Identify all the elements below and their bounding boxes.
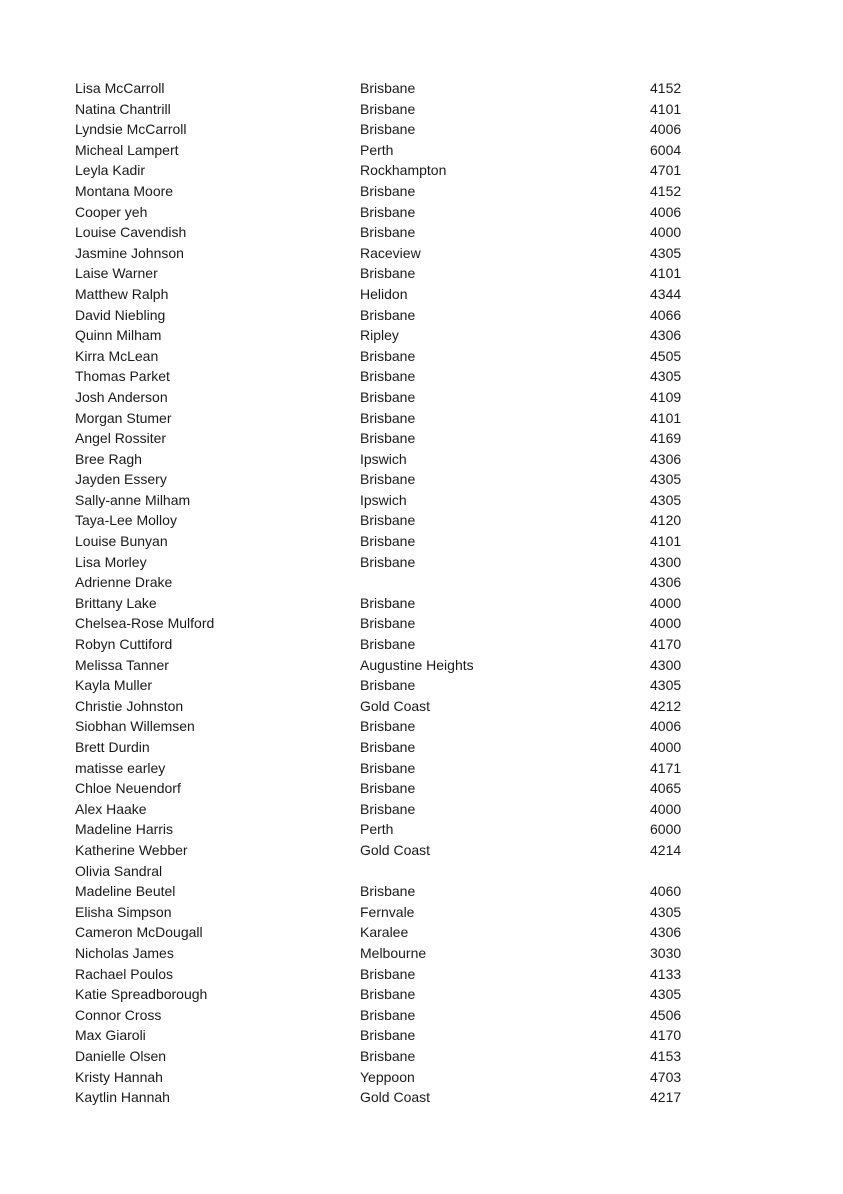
table-row [75, 366, 715, 387]
postcode-cell: 3030 [650, 944, 682, 961]
table-row [75, 943, 715, 964]
city-cell: Brisbane [360, 203, 416, 220]
name-cell: Danielle Olsen [75, 1047, 167, 1064]
city-cell: Brisbane [360, 883, 416, 900]
postcode-cell: 4101 [650, 409, 682, 426]
postcode-cell: 4000 [650, 594, 682, 611]
city-cell: Brisbane [360, 718, 416, 735]
postcode-cell: 4305 [650, 677, 682, 694]
city-cell: Brisbane [360, 182, 416, 199]
city-cell: Brisbane [360, 780, 416, 797]
city-cell: Brisbane [360, 553, 416, 570]
city-cell: Ipswich [360, 491, 407, 508]
postcode-cell: 4344 [650, 285, 682, 302]
postcode-cell: 4000 [650, 800, 682, 817]
postcode-cell: 4217 [650, 1089, 682, 1106]
name-cell: Chelsea-Rose Mulford [75, 615, 215, 632]
name-cell: Morgan Stumer [75, 409, 172, 426]
city-cell: Brisbane [360, 1006, 416, 1023]
name-cell: Cooper yeh [75, 203, 148, 220]
postcode-cell: 4152 [650, 182, 682, 199]
city-cell: Brisbane [360, 347, 416, 364]
city-cell: Perth [360, 141, 394, 158]
name-cell: Kaytlin Hannah [75, 1089, 170, 1106]
name-cell: Rachael Poulos [75, 965, 174, 982]
city-cell: Karalee [360, 924, 409, 941]
table-row [75, 490, 715, 511]
postcode-cell: 4305 [650, 986, 682, 1003]
table-row [75, 160, 715, 181]
postcode-cell: 6000 [650, 821, 682, 838]
name-cell: Louise Bunyan [75, 533, 168, 550]
postcode-cell: 4701 [650, 162, 682, 179]
table-row [75, 428, 715, 449]
table-row [75, 655, 715, 676]
city-cell: Brisbane [360, 430, 416, 447]
postcode-cell: 4101 [650, 100, 682, 117]
postcode-cell: 4006 [650, 121, 682, 138]
name-cell: Katherine Webber [75, 841, 188, 858]
city-cell: Brisbane [360, 512, 416, 529]
city-cell: Brisbane [360, 368, 416, 385]
table-row [75, 675, 715, 696]
name-cell: Olivia Sandral [75, 862, 163, 879]
table-row [75, 263, 715, 284]
city-cell: Gold Coast [360, 1089, 431, 1106]
table-row [75, 469, 715, 490]
city-cell: Brisbane [360, 121, 416, 138]
postcode-cell: 4109 [650, 388, 682, 405]
city-cell: Brisbane [360, 306, 416, 323]
postcode-cell: 4000 [650, 739, 682, 755]
postcode-cell: 4505 [650, 347, 682, 364]
city-cell: Brisbane [360, 1027, 416, 1044]
table-row [75, 408, 715, 429]
table-row [75, 552, 715, 573]
name-cell: Siobhan Willemsen [75, 718, 195, 735]
name-cell: Jasmine Johnson [75, 244, 184, 261]
postcode-cell: 4006 [650, 203, 682, 220]
table-row [75, 181, 715, 202]
name-cell: Sally-anne Milham [75, 491, 191, 508]
city-cell: Yeppoon [360, 1068, 415, 1085]
table-row [75, 613, 715, 634]
postcode-cell: 4152 [650, 80, 682, 96]
city-cell: Ripley [360, 327, 399, 344]
city-cell: Rockhampton [360, 162, 447, 179]
table-row [75, 222, 715, 243]
table-row [75, 243, 715, 264]
name-cell: Bree Ragh [75, 450, 142, 467]
postcode-cell: 4169 [650, 430, 682, 447]
table-row [75, 1067, 715, 1088]
table-row [75, 78, 715, 99]
name-cell: Lisa Morley [75, 553, 147, 570]
city-cell: Brisbane [360, 388, 416, 405]
postcode-cell: 6004 [650, 141, 682, 158]
postcode-cell: 4306 [650, 924, 682, 941]
name-cell: Lisa McCarroll [75, 80, 165, 96]
postcode-cell: 4066 [650, 306, 682, 323]
name-cell: Kristy Hannah [75, 1068, 163, 1085]
name-cell: Adrienne Drake [75, 574, 173, 591]
name-cell: Elisha Simpson [75, 903, 172, 920]
city-cell: Brisbane [360, 224, 416, 241]
city-cell: Brisbane [360, 965, 416, 982]
table-row [75, 799, 715, 820]
city-cell: Gold Coast [360, 697, 431, 714]
name-cell: Cameron McDougall [75, 924, 203, 941]
name-cell: Laise Warner [75, 265, 158, 282]
name-cell: Montana Moore [75, 182, 174, 199]
city-cell: Brisbane [360, 986, 416, 1003]
city-cell: Gold Coast [360, 841, 431, 858]
city-cell: Augustine Heights [360, 656, 474, 673]
name-cell: David Niebling [75, 306, 166, 323]
postcode-cell: 4120 [650, 512, 682, 529]
city-cell: Brisbane [360, 265, 416, 282]
table-row [75, 572, 715, 593]
city-cell: Brisbane [360, 677, 416, 694]
table-row [75, 902, 715, 923]
table-row [75, 593, 715, 614]
table-row [75, 819, 715, 840]
name-cell: Max Giaroli [75, 1027, 146, 1044]
table-row [75, 1087, 715, 1108]
name-cell: Natina Chantrill [75, 100, 171, 117]
postcode-cell: 4306 [650, 327, 682, 344]
table-row [75, 284, 715, 305]
table-row [75, 202, 715, 223]
name-cell: Christie Johnston [75, 697, 184, 714]
table-row [75, 922, 715, 943]
postcode-cell: 4703 [650, 1068, 682, 1085]
table-row [75, 99, 715, 120]
table-row [75, 140, 715, 161]
name-cell: Brittany Lake [75, 594, 157, 611]
name-cell: Taya-Lee Molloy [75, 512, 177, 529]
table-row [75, 861, 715, 882]
contact-table [75, 78, 715, 1108]
city-cell: Brisbane [360, 739, 416, 755]
postcode-cell: 4101 [650, 265, 682, 282]
postcode-cell: 4305 [650, 471, 682, 488]
table-row [75, 449, 715, 470]
name-cell: Kayla Muller [75, 677, 153, 694]
name-cell: Kirra McLean [75, 347, 159, 364]
city-cell: Brisbane [360, 759, 416, 776]
postcode-cell: 4153 [650, 1047, 682, 1064]
city-cell: Brisbane [360, 636, 416, 653]
city-cell: Ipswich [360, 450, 407, 467]
table-row [75, 737, 715, 758]
city-cell: Brisbane [360, 533, 416, 550]
name-cell: Matthew Ralph [75, 285, 169, 302]
table-row [75, 510, 715, 531]
table-row [75, 119, 715, 140]
table-row [75, 305, 715, 326]
name-cell: Josh Anderson [75, 388, 168, 405]
table-row [75, 984, 715, 1005]
name-cell: Leyla Kadir [75, 162, 146, 179]
name-cell: matisse earley [75, 759, 166, 776]
name-cell: Lyndsie McCarroll [75, 121, 187, 138]
city-cell: Brisbane [360, 100, 416, 117]
table-row [75, 387, 715, 408]
table-row [75, 716, 715, 737]
city-cell: Brisbane [360, 471, 416, 488]
table-row [75, 696, 715, 717]
city-cell: Melbourne [360, 944, 427, 961]
postcode-cell: 4214 [650, 841, 682, 858]
name-cell: Nicholas James [75, 944, 174, 961]
postcode-cell: 4065 [650, 780, 682, 797]
name-cell: Chloe Neuendorf [75, 780, 181, 797]
postcode-cell: 4300 [650, 656, 682, 673]
postcode-cell: 4305 [650, 903, 682, 920]
postcode-cell: 4305 [650, 368, 682, 385]
name-cell: Thomas Parket [75, 368, 170, 385]
postcode-cell: 4000 [650, 615, 682, 632]
postcode-cell: 4306 [650, 450, 682, 467]
name-cell: Melissa Tanner [75, 656, 169, 673]
name-cell: Madeline Harris [75, 821, 174, 838]
city-cell: Brisbane [360, 409, 416, 426]
city-cell: Raceview [360, 244, 421, 261]
name-cell: Micheal Lampert [75, 141, 179, 158]
table-row [75, 346, 715, 367]
postcode-cell: 4171 [650, 759, 682, 776]
name-cell: Jayden Essery [75, 471, 167, 488]
name-cell: Alex Haake [75, 800, 147, 817]
table-row [75, 1046, 715, 1067]
postcode-cell: 4006 [650, 718, 682, 735]
table-row [75, 840, 715, 861]
postcode-cell: 4060 [650, 883, 682, 900]
postcode-cell: 4300 [650, 553, 682, 570]
name-cell: Brett Durdin [75, 739, 150, 755]
postcode-cell: 4101 [650, 533, 682, 550]
table-row [75, 778, 715, 799]
city-cell: Brisbane [360, 80, 416, 96]
city-cell: Helidon [360, 285, 408, 302]
city-cell: Brisbane [360, 615, 416, 632]
postcode-cell: 4170 [650, 1027, 682, 1044]
name-cell: Louise Cavendish [75, 224, 187, 241]
name-cell: Connor Cross [75, 1006, 162, 1023]
city-cell: Fernvale [360, 903, 415, 920]
postcode-cell: 4000 [650, 224, 682, 241]
name-cell: Madeline Beutel [75, 883, 176, 900]
name-cell: Katie Spreadborough [75, 986, 208, 1003]
city-cell: Brisbane [360, 1047, 416, 1064]
table-row [75, 325, 715, 346]
table-row [75, 758, 715, 779]
city-cell: Perth [360, 821, 394, 838]
table-row [75, 881, 715, 902]
postcode-cell: 4305 [650, 491, 682, 508]
postcode-cell: 4170 [650, 636, 682, 653]
table-row [75, 1025, 715, 1046]
city-cell: Brisbane [360, 800, 416, 817]
table-row [75, 634, 715, 655]
postcode-cell: 4305 [650, 244, 682, 261]
name-cell: Quinn Milham [75, 327, 162, 344]
postcode-cell: 4133 [650, 965, 682, 982]
city-cell: Brisbane [360, 594, 416, 611]
name-cell: Robyn Cuttiford [75, 636, 173, 653]
table-row [75, 531, 715, 552]
postcode-cell: 4212 [650, 697, 682, 714]
postcode-cell: 4506 [650, 1006, 682, 1023]
table-row [75, 1005, 715, 1026]
postcode-cell: 4306 [650, 574, 682, 591]
table-row [75, 964, 715, 985]
name-cell: Angel Rossiter [75, 430, 167, 447]
